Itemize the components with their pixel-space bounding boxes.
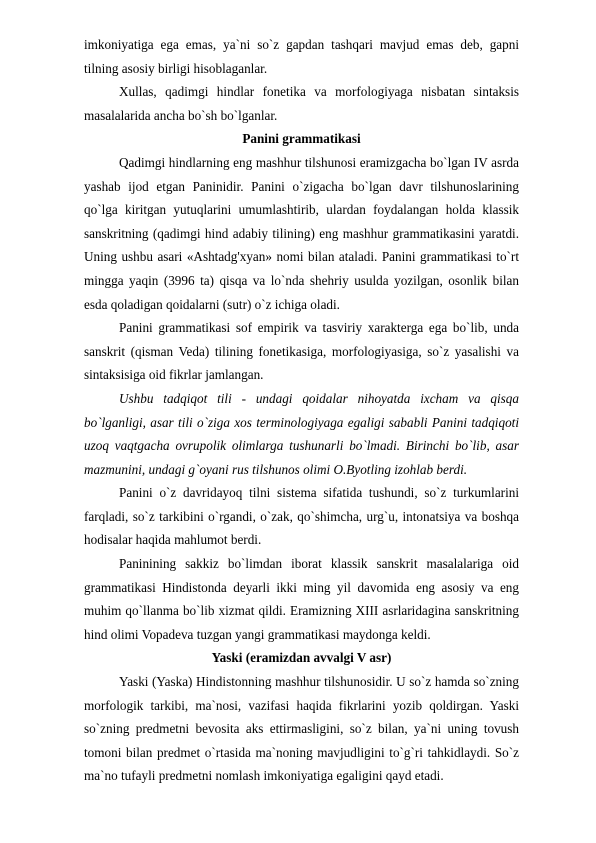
paragraph-continuation: imkoniyatiga ega emas, ya`ni so`z gapdan tashqari mavjud emas deb, gapni tilning asosiy birligi hisoblaganlar.: [84, 37, 519, 76]
paragraph-summary: Xullas, qadimgi hindlar fonetika va morfologiyaga nisbatan sintaksis masalalarida ancha bo`sh bo`lganlar.: [84, 84, 519, 123]
paragraph-panini-legacy: Paninining sakkiz bo`limdan iborat klassik sanskrit masalalariga oid grammatikasi Hindistonda deyarli ikki ming yil davomida eng asosiy va eng muhim qo`llanma bo`lib xizmat qildi. Eramizning XIII asrlaridagina sanskritning hind olimi Vopadeva tuzgan yangi grammatikasi maydonga keldi.: [84, 556, 519, 642]
section-heading-panini: Panini grammatikasi: [242, 131, 361, 147]
paragraph-panini-system: Panini o`z davridayoq tilni sistema sifatida tushundi, so`z turkumlarini farqladi, so`z tarkibini o`rgandi, o`zak, qo`shimcha, urg`u, intonatsiya va boshqa hodisalar haqida mahlumot berdi.: [84, 485, 519, 548]
paragraph-italic-research: Ushbu tadqiqot tili - undagi qoidalar nihoyatda ixcham va qisqa bo`lganligi, asar tili o`ziga xos terminologiyaga egaligi sababli Panini tadqiqoti uzoq vaqtgacha ovrupolik olimlarga tushunarli bo`lmadi. Birinchi bo`lib, asar mazmunini, undagi g`oyani rus tilshunos olimi O.Byotling izohlab berdi.: [84, 390, 519, 477]
paragraph-yaski: Yaski (Yaska) Hindistonning mashhur tilshunosidir. U so`z hamda so`zning morfologik tarkibi, ma`nosi, vazifasi haqida fikrlarini yozib qoldirgan. Yaski so`zning predmetni bevosita aks ettirmasligini, so`z bilan, ya`ni uning tovush tomoni bilan predmet o`rtasida ma`noning mavjudligini to`g`ri tahkidlaydi. So`z ma`no tufayli predmetni nomlash imkoniyatiga egaligini qayd etadi.: [84, 674, 519, 784]
section-heading-yaski: Yaski (eramizdan avvalgi V asr): [211, 650, 392, 666]
paragraph-panini-character: Panini grammatikasi sof empirik va tasviriy xarakterga ega bo`lib, unda sanskrit (qisman Veda) tilining fonetikasiga, morfologiyasiga, so`z yasalishi va sintaksisiga oid fikrlar jamlangan.: [84, 320, 519, 383]
document-page: [84, 33, 519, 788]
paragraph-panini-intro: Qadimgi hindlarning eng mashhur tilshunosi eramizgacha bo`lgan IV asrda yashab ijod etgan Paninidir. Panini o`zigacha bo`lgan davr tilshunoslarining qo`lga kiritgan yutuqlarini umumlashtirib, ulardan foydalangan holda klassik sanskritning (qadimgi hind adabiy tilining) eng mashhur grammatikasini yaratdi. Uning ushbu asari «Ashtadg'xyan» nomi bilan ataladi. Panini grammatikasi to`rt mingga yaqin (3996 ta) qisqa va lo`nda shehriy usulda yozilgan, osonlik bilan esda qoladigan qoidalarni (sutr) o`z ichiga oladi.: [84, 154, 519, 312]
